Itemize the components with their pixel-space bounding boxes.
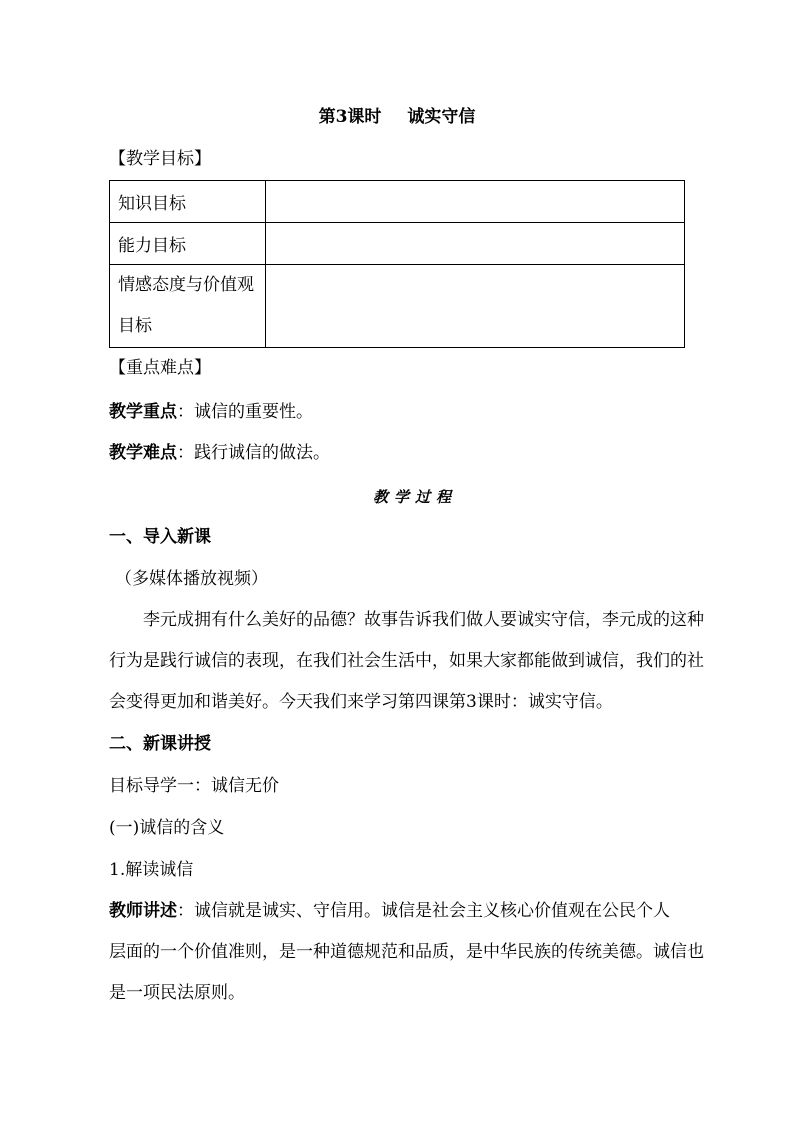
intro-line-1: 李元成拥有什么美好的品德？故事告诉我们做人要诚实守信，李元成的这种 (143, 610, 704, 630)
difficult-point-text: ：践行诚信的做法。 (177, 443, 330, 463)
teacher-line-3: 是一项民法原则。 (109, 983, 245, 1003)
teacher-line-2: 层面的一个价值准则，是一种道德规范和品质，是中华民族的传统美德。诚信也 (109, 942, 704, 962)
subsection-1: (一)诚信的含义 (109, 818, 225, 838)
difficult-point (109, 443, 330, 463)
section-keypoints: 【重点难点】 (109, 358, 211, 378)
item-1: 1.解读诚信 (109, 860, 194, 880)
key-point (109, 402, 313, 422)
process-heading: 教学过程 (372, 488, 457, 506)
table-row (110, 265, 685, 348)
table-row (110, 223, 685, 265)
lesson-topic: 诚实守信 (407, 107, 476, 127)
intro-line-3: 会变得更加和谐美好。今天我们来学习第四课第3课时：诚实守信。 (109, 692, 613, 712)
objective-label: 知识目标 (110, 181, 266, 223)
objective-content (266, 223, 685, 265)
part1-heading: 一、导入新课 (109, 527, 211, 547)
objectives-table (109, 180, 685, 348)
section-objectives: 【教学目标】 (109, 149, 211, 169)
teacher-text-1: ：诚信就是诚实、守信用。诚信是社会主义核心价值观在公民个人 (177, 901, 670, 921)
key-point-label: 教学重点 (109, 402, 177, 422)
teacher-label: 教师讲述 (109, 901, 177, 921)
intro-line-2: 行为是践行诚信的表现，在我们社会生活中，如果大家都能做到诚信，我们的社 (109, 651, 704, 671)
teacher-line-1 (109, 901, 670, 921)
media-note: （多媒体播放视频） (115, 569, 268, 589)
objective-label: 能力目标 (110, 223, 266, 265)
objective-content (266, 181, 685, 223)
lesson-number: 第3课时 (318, 107, 382, 127)
difficult-point-label: 教学难点 (109, 443, 177, 463)
table-row (110, 181, 685, 223)
objective-label: 情感态度与价值观目标 (110, 265, 266, 348)
key-point-text: ：诚信的重要性。 (177, 402, 313, 422)
goal1: 目标导学一：诚信无价 (109, 776, 279, 796)
part2-heading: 二、新课讲授 (109, 734, 211, 754)
objective-content (266, 265, 685, 348)
lesson-title (0, 107, 794, 127)
